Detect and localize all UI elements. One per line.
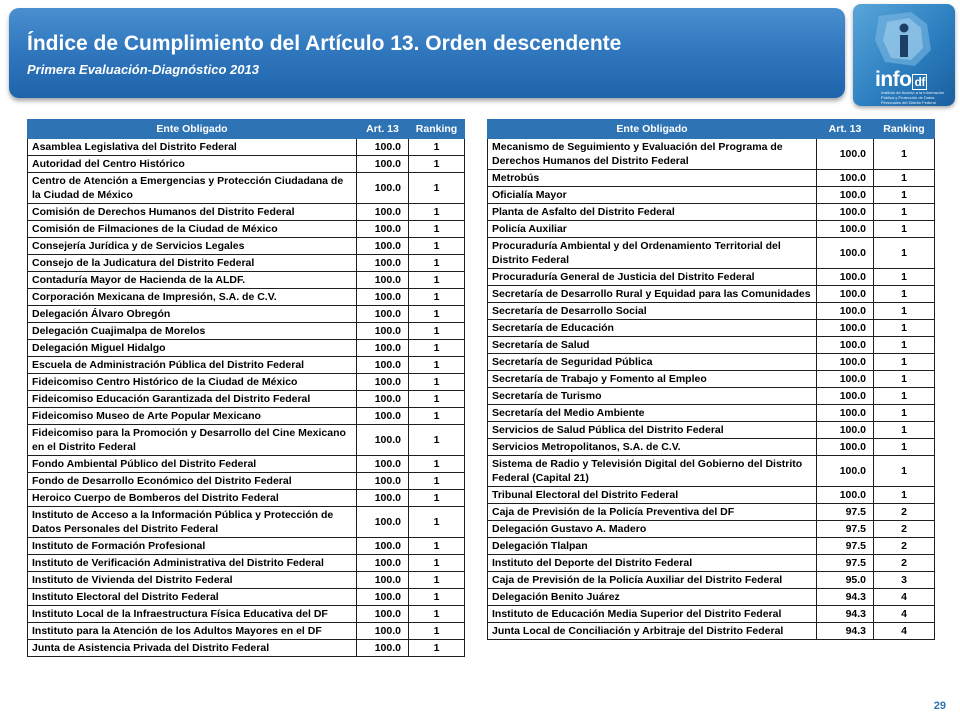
ente-obligado-cell: Comisión de Derechos Humanos del Distrito Federal bbox=[28, 204, 357, 221]
art13-score-cell: 100.0 bbox=[817, 439, 874, 456]
table-row bbox=[488, 405, 935, 422]
ranking-cell: 1 bbox=[409, 623, 465, 640]
ranking-cell: 1 bbox=[874, 238, 935, 269]
table-row bbox=[28, 555, 465, 572]
table-row bbox=[488, 504, 935, 521]
ente-obligado-cell: Delegación Benito Juárez bbox=[488, 589, 817, 606]
table-row bbox=[488, 606, 935, 623]
table-row bbox=[488, 555, 935, 572]
ranking-cell: 1 bbox=[874, 187, 935, 204]
ente-obligado-cell: Secretaría del Medio Ambiente bbox=[488, 405, 817, 422]
ranking-cell: 1 bbox=[874, 221, 935, 238]
art13-score-cell: 100.0 bbox=[817, 320, 874, 337]
ranking-cell: 1 bbox=[874, 456, 935, 487]
ranking-cell: 1 bbox=[409, 572, 465, 589]
art13-score-cell: 100.0 bbox=[357, 572, 409, 589]
table-row bbox=[488, 572, 935, 589]
ente-obligado-cell: Mecanismo de Seguimiento y Evaluación del Programa de Derechos Humanos del Distrito Federal bbox=[488, 139, 817, 170]
art13-score-cell: 97.5 bbox=[817, 538, 874, 555]
ranking-cell: 1 bbox=[874, 204, 935, 221]
table-row bbox=[488, 521, 935, 538]
table-row bbox=[28, 173, 465, 204]
table-row bbox=[28, 490, 465, 507]
ranking-cell: 1 bbox=[409, 473, 465, 490]
table-row bbox=[488, 238, 935, 269]
ente-obligado-cell: Instituto de Vivienda del Distrito Federal bbox=[28, 572, 357, 589]
ente-obligado-cell: Delegación Cuajimalpa de Morelos bbox=[28, 323, 357, 340]
table-row bbox=[28, 589, 465, 606]
ente-obligado-cell: Delegación Miguel Hidalgo bbox=[28, 340, 357, 357]
ente-obligado-cell: Instituto de Formación Profesional bbox=[28, 538, 357, 555]
ente-obligado-cell: Junta Local de Conciliación y Arbitraje del Distrito Federal bbox=[488, 623, 817, 640]
art13-score-cell: 100.0 bbox=[817, 269, 874, 286]
table-row bbox=[488, 354, 935, 371]
ranking-table-left bbox=[27, 119, 465, 657]
ente-obligado-cell: Sistema de Radio y Televisión Digital del Gobierno del Distrito Federal (Capital 21) bbox=[488, 456, 817, 487]
table-row bbox=[488, 221, 935, 238]
ranking-cell: 1 bbox=[409, 606, 465, 623]
ranking-cell: 1 bbox=[409, 408, 465, 425]
table-row bbox=[28, 538, 465, 555]
ranking-cell: 1 bbox=[874, 303, 935, 320]
ranking-cell: 1 bbox=[409, 490, 465, 507]
table-row bbox=[488, 170, 935, 187]
table-row bbox=[28, 221, 465, 238]
ente-obligado-cell: Tribunal Electoral del Distrito Federal bbox=[488, 487, 817, 504]
ranking-cell: 1 bbox=[409, 340, 465, 357]
table-row bbox=[28, 408, 465, 425]
ranking-cell: 1 bbox=[409, 323, 465, 340]
art13-score-cell: 100.0 bbox=[817, 204, 874, 221]
page-subtitle: Primera Evaluación-Diagnóstico 2013 bbox=[27, 62, 259, 77]
art13-score-cell: 100.0 bbox=[357, 408, 409, 425]
art13-score-cell: 100.0 bbox=[357, 173, 409, 204]
building-logo-icon bbox=[871, 10, 939, 68]
art13-score-cell: 100.0 bbox=[817, 487, 874, 504]
art13-score-cell: 94.3 bbox=[817, 606, 874, 623]
art13-score-cell: 100.0 bbox=[357, 490, 409, 507]
art13-score-cell: 100.0 bbox=[817, 303, 874, 320]
logo-wordmark: info df bbox=[875, 68, 925, 91]
ente-obligado-cell: Fideicomiso Museo de Arte Popular Mexicano bbox=[28, 408, 357, 425]
ente-obligado-cell: Instituto de Acceso a la Información Pública y Protección de Datos Personales del Distrito Federal bbox=[28, 507, 357, 538]
ranking-cell: 1 bbox=[874, 405, 935, 422]
ente-obligado-cell: Secretaría de Salud bbox=[488, 337, 817, 354]
ente-obligado-cell: Fideicomiso Educación Garantizada del Distrito Federal bbox=[28, 391, 357, 408]
ente-obligado-cell: Procuraduría General de Justicia del Distrito Federal bbox=[488, 269, 817, 286]
page-title: Índice de Cumplimiento del Artículo 13. Orden descendente bbox=[27, 32, 622, 55]
ente-obligado-cell: Comisión de Filmaciones de la Ciudad de México bbox=[28, 221, 357, 238]
table-row bbox=[488, 320, 935, 337]
ranking-cell: 1 bbox=[409, 357, 465, 374]
ente-obligado-cell: Instituto de Educación Media Superior del Distrito Federal bbox=[488, 606, 817, 623]
ranking-cell: 2 bbox=[874, 521, 935, 538]
ente-obligado-cell: Delegación Gustavo A. Madero bbox=[488, 521, 817, 538]
art13-score-cell: 95.0 bbox=[817, 572, 874, 589]
ranking-cell: 1 bbox=[409, 391, 465, 408]
column-header-art13: Art. 13 bbox=[357, 120, 409, 139]
table-row bbox=[488, 303, 935, 320]
table-row bbox=[488, 422, 935, 439]
ranking-cell: 4 bbox=[874, 623, 935, 640]
table-row bbox=[488, 204, 935, 221]
table-row bbox=[28, 473, 465, 490]
art13-score-cell: 100.0 bbox=[357, 357, 409, 374]
art13-score-cell: 100.0 bbox=[357, 323, 409, 340]
ente-obligado-cell: Instituto Electoral del Distrito Federal bbox=[28, 589, 357, 606]
ente-obligado-cell: Fondo Ambiental Público del Distrito Federal bbox=[28, 456, 357, 473]
art13-score-cell: 100.0 bbox=[357, 623, 409, 640]
ente-obligado-cell: Centro de Atención a Emergencias y Protección Ciudadana de la Ciudad de México bbox=[28, 173, 357, 204]
art13-score-cell: 100.0 bbox=[817, 456, 874, 487]
table-row bbox=[488, 286, 935, 303]
art13-score-cell: 97.5 bbox=[817, 555, 874, 572]
ranking-cell: 1 bbox=[874, 422, 935, 439]
table-row bbox=[28, 623, 465, 640]
ranking-cell: 2 bbox=[874, 555, 935, 572]
art13-score-cell: 100.0 bbox=[817, 354, 874, 371]
ente-obligado-cell: Secretaría de Desarrollo Social bbox=[488, 303, 817, 320]
column-header-ranking: Ranking bbox=[409, 120, 465, 139]
art13-score-cell: 100.0 bbox=[357, 589, 409, 606]
art13-score-cell: 100.0 bbox=[357, 374, 409, 391]
art13-score-cell: 100.0 bbox=[357, 425, 409, 456]
ente-obligado-cell: Secretaría de Turismo bbox=[488, 388, 817, 405]
art13-score-cell: 100.0 bbox=[357, 306, 409, 323]
ente-obligado-cell: Autoridad del Centro Histórico bbox=[28, 156, 357, 173]
ente-obligado-cell: Delegación Tlalpan bbox=[488, 538, 817, 555]
column-header-ente: Ente Obligado bbox=[488, 120, 817, 139]
art13-score-cell: 100.0 bbox=[357, 204, 409, 221]
ente-obligado-cell: Secretaría de Trabajo y Fomento al Empleo bbox=[488, 371, 817, 388]
art13-score-cell: 100.0 bbox=[817, 388, 874, 405]
art13-score-cell: 100.0 bbox=[357, 456, 409, 473]
ranking-cell: 1 bbox=[874, 337, 935, 354]
ranking-cell: 2 bbox=[874, 538, 935, 555]
ranking-cell: 1 bbox=[874, 286, 935, 303]
ranking-cell: 1 bbox=[409, 640, 465, 657]
art13-score-cell: 100.0 bbox=[817, 187, 874, 204]
table-row bbox=[28, 306, 465, 323]
table-row bbox=[28, 204, 465, 221]
ente-obligado-cell: Secretaría de Desarrollo Rural y Equidad para las Comunidades bbox=[488, 286, 817, 303]
table-row bbox=[28, 391, 465, 408]
table-row bbox=[488, 538, 935, 555]
ranking-cell: 1 bbox=[874, 439, 935, 456]
table-row bbox=[28, 425, 465, 456]
ranking-cell: 1 bbox=[874, 354, 935, 371]
table-row bbox=[28, 572, 465, 589]
ranking-cell: 1 bbox=[409, 221, 465, 238]
ranking-cell: 1 bbox=[409, 456, 465, 473]
page-number: 29 bbox=[933, 700, 946, 712]
ranking-cell: 1 bbox=[409, 538, 465, 555]
art13-score-cell: 100.0 bbox=[357, 640, 409, 657]
art13-score-cell: 100.0 bbox=[357, 606, 409, 623]
logo-caption: Instituto de Acceso a la Información Pública y Protección de Datos Personales del Distrito Federal bbox=[881, 90, 945, 105]
ente-obligado-cell: Fideicomiso para la Promoción y Desarrollo del Cine Mexicano en el Distrito Federal bbox=[28, 425, 357, 456]
art13-score-cell: 100.0 bbox=[357, 255, 409, 272]
ranking-cell: 3 bbox=[874, 572, 935, 589]
ranking-cell: 1 bbox=[409, 204, 465, 221]
ente-obligado-cell: Escuela de Administración Pública del Distrito Federal bbox=[28, 357, 357, 374]
art13-score-cell: 100.0 bbox=[817, 170, 874, 187]
table-row bbox=[28, 238, 465, 255]
art13-score-cell: 97.5 bbox=[817, 504, 874, 521]
art13-score-cell: 100.0 bbox=[357, 272, 409, 289]
ente-obligado-cell: Junta de Asistencia Privada del Distrito Federal bbox=[28, 640, 357, 657]
ranking-cell: 1 bbox=[409, 156, 465, 173]
ranking-cell: 1 bbox=[874, 170, 935, 187]
ente-obligado-cell: Instituto de Verificación Administrativa del Distrito Federal bbox=[28, 555, 357, 572]
table-row bbox=[28, 340, 465, 357]
table-row bbox=[488, 139, 935, 170]
art13-score-cell: 100.0 bbox=[817, 337, 874, 354]
ente-obligado-cell: Contaduría Mayor de Hacienda de la ALDF. bbox=[28, 272, 357, 289]
table-header-row bbox=[488, 120, 935, 139]
ranking-cell: 4 bbox=[874, 606, 935, 623]
ranking-cell: 1 bbox=[409, 306, 465, 323]
table-header-row bbox=[28, 120, 465, 139]
art13-score-cell: 100.0 bbox=[357, 139, 409, 156]
art13-score-cell: 100.0 bbox=[817, 221, 874, 238]
ranking-cell: 1 bbox=[874, 371, 935, 388]
ente-obligado-cell: Instituto para la Atención de los Adultos Mayores en el DF bbox=[28, 623, 357, 640]
ente-obligado-cell: Secretaría de Seguridad Pública bbox=[488, 354, 817, 371]
art13-score-cell: 100.0 bbox=[357, 555, 409, 572]
ranking-cell: 1 bbox=[409, 139, 465, 156]
art13-score-cell: 94.3 bbox=[817, 589, 874, 606]
ranking-cell: 1 bbox=[409, 425, 465, 456]
ente-obligado-cell: Fideicomiso Centro Histórico de la Ciudad de México bbox=[28, 374, 357, 391]
art13-score-cell: 100.0 bbox=[357, 391, 409, 408]
art13-score-cell: 100.0 bbox=[357, 473, 409, 490]
art13-score-cell: 100.0 bbox=[817, 422, 874, 439]
table-row bbox=[488, 371, 935, 388]
ranking-cell: 1 bbox=[409, 255, 465, 272]
ranking-cell: 1 bbox=[409, 555, 465, 572]
table-row bbox=[28, 255, 465, 272]
column-header-ranking: Ranking bbox=[874, 120, 935, 139]
ranking-table-right bbox=[487, 119, 935, 640]
ranking-cell: 1 bbox=[874, 320, 935, 337]
art13-score-cell: 100.0 bbox=[357, 538, 409, 555]
column-header-ente: Ente Obligado bbox=[28, 120, 357, 139]
ente-obligado-cell: Oficialía Mayor bbox=[488, 187, 817, 204]
ranking-cell: 1 bbox=[874, 487, 935, 504]
table-row bbox=[28, 139, 465, 156]
ranking-cell: 1 bbox=[409, 272, 465, 289]
table-row bbox=[28, 456, 465, 473]
ente-obligado-cell: Servicios Metropolitanos, S.A. de C.V. bbox=[488, 439, 817, 456]
art13-score-cell: 100.0 bbox=[817, 238, 874, 269]
table-row bbox=[488, 388, 935, 405]
table-row bbox=[488, 487, 935, 504]
table-row bbox=[28, 606, 465, 623]
ranking-cell: 1 bbox=[409, 289, 465, 306]
art13-score-cell: 100.0 bbox=[357, 289, 409, 306]
table-row bbox=[28, 357, 465, 374]
ente-obligado-cell: Fondo de Desarrollo Económico del Distrito Federal bbox=[28, 473, 357, 490]
ente-obligado-cell: Caja de Previsión de la Policía Auxiliar del Distrito Federal bbox=[488, 572, 817, 589]
table-row bbox=[28, 272, 465, 289]
ente-obligado-cell: Corporación Mexicana de Impresión, S.A. de C.V. bbox=[28, 289, 357, 306]
ente-obligado-cell: Instituto del Deporte del Distrito Federal bbox=[488, 555, 817, 572]
table-row bbox=[488, 589, 935, 606]
table-row bbox=[488, 439, 935, 456]
art13-score-cell: 94.3 bbox=[817, 623, 874, 640]
ranking-cell: 2 bbox=[874, 504, 935, 521]
table-row bbox=[28, 289, 465, 306]
table-row bbox=[488, 623, 935, 640]
ranking-cell: 4 bbox=[874, 589, 935, 606]
table-row bbox=[28, 156, 465, 173]
ranking-cell: 1 bbox=[874, 269, 935, 286]
table-row bbox=[488, 456, 935, 487]
art13-score-cell: 100.0 bbox=[817, 286, 874, 303]
table-row bbox=[488, 269, 935, 286]
art13-score-cell: 100.0 bbox=[357, 340, 409, 357]
ranking-cell: 1 bbox=[874, 388, 935, 405]
ente-obligado-cell: Instituto Local de la Infraestructura Física Educativa del DF bbox=[28, 606, 357, 623]
art13-score-cell: 100.0 bbox=[817, 139, 874, 170]
art13-score-cell: 100.0 bbox=[357, 238, 409, 255]
table-row bbox=[28, 640, 465, 657]
ente-obligado-cell: Heroico Cuerpo de Bomberos del Distrito Federal bbox=[28, 490, 357, 507]
ente-obligado-cell: Consejo de la Judicatura del Distrito Federal bbox=[28, 255, 357, 272]
column-header-art13: Art. 13 bbox=[817, 120, 874, 139]
art13-score-cell: 100.0 bbox=[357, 156, 409, 173]
title-banner bbox=[9, 8, 845, 98]
ente-obligado-cell: Servicios de Salud Pública del Distrito Federal bbox=[488, 422, 817, 439]
table-row bbox=[488, 187, 935, 204]
art13-score-cell: 97.5 bbox=[817, 521, 874, 538]
art13-score-cell: 100.0 bbox=[817, 405, 874, 422]
art13-score-cell: 100.0 bbox=[817, 371, 874, 388]
ente-obligado-cell: Planta de Asfalto del Distrito Federal bbox=[488, 204, 817, 221]
ente-obligado-cell: Caja de Previsión de la Policía Preventiva del DF bbox=[488, 504, 817, 521]
ranking-cell: 1 bbox=[409, 589, 465, 606]
table-row bbox=[28, 374, 465, 391]
table-row bbox=[28, 507, 465, 538]
logo-suffix: df bbox=[914, 75, 925, 89]
ranking-cell: 1 bbox=[409, 507, 465, 538]
table-row bbox=[488, 337, 935, 354]
art13-score-cell: 100.0 bbox=[357, 507, 409, 538]
ente-obligado-cell: Delegación Álvaro Obregón bbox=[28, 306, 357, 323]
ente-obligado-cell: Secretaría de Educación bbox=[488, 320, 817, 337]
ranking-cell: 1 bbox=[409, 374, 465, 391]
art13-score-cell: 100.0 bbox=[357, 221, 409, 238]
ranking-cell: 1 bbox=[409, 238, 465, 255]
ranking-cell: 1 bbox=[409, 173, 465, 204]
ente-obligado-cell: Procuraduría Ambiental y del Ordenamiento Territorial del Distrito Federal bbox=[488, 238, 817, 269]
ranking-cell: 1 bbox=[874, 139, 935, 170]
ente-obligado-cell: Asamblea Legislativa del Distrito Federal bbox=[28, 139, 357, 156]
table-row bbox=[28, 323, 465, 340]
ente-obligado-cell: Metrobús bbox=[488, 170, 817, 187]
ente-obligado-cell: Policía Auxiliar bbox=[488, 221, 817, 238]
infodf-logo bbox=[853, 4, 955, 106]
ente-obligado-cell: Consejería Jurídica y de Servicios Legales bbox=[28, 238, 357, 255]
